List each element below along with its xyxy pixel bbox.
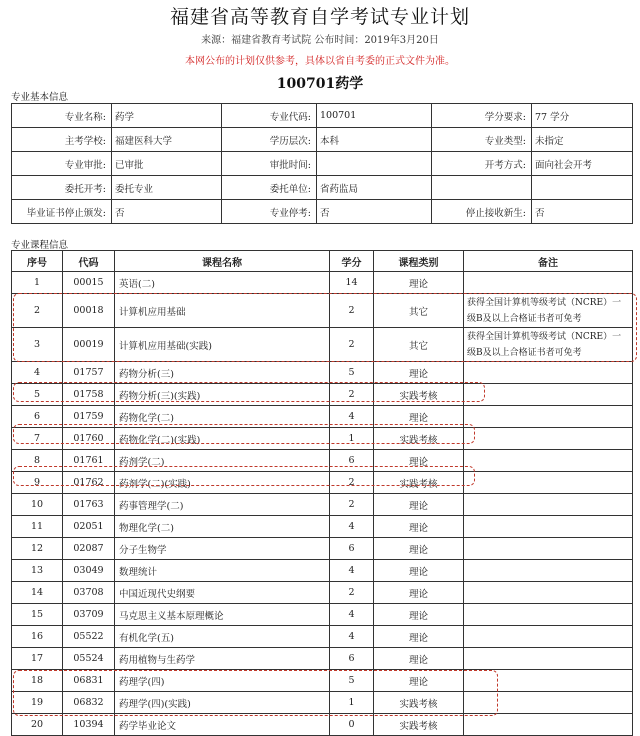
course-code: 03708 (63, 582, 115, 604)
course-index: 8 (12, 450, 63, 472)
course-index: 5 (12, 384, 63, 406)
course-note (464, 604, 633, 626)
column-header: 代码 (63, 251, 115, 272)
course-index: 10 (12, 494, 63, 516)
course-category: 其它 (374, 294, 464, 328)
course-name: 药学毕业论文 (115, 714, 330, 736)
course-note (464, 384, 633, 406)
course-name: 数理统计 (115, 560, 330, 582)
info-label: 专业停考: (222, 200, 317, 224)
info-label: 审批时间: (222, 152, 317, 176)
course-code: 01761 (63, 450, 115, 472)
course-note (464, 560, 633, 582)
course-name: 药物化学(二) (115, 406, 330, 428)
highlight-box-practice-9 (13, 466, 475, 486)
course-code: 05524 (63, 648, 115, 670)
course-name: 英语(二) (115, 272, 330, 294)
course-name: 计算机应用基础(实践) (115, 328, 330, 362)
course-code: 00019 (63, 328, 115, 362)
course-note (464, 626, 633, 648)
course-note (464, 406, 633, 428)
page-title: 福建省高等教育自学考试专业计划 (169, 6, 470, 28)
course-category: 理论 (374, 560, 464, 582)
info-value: 否 (532, 200, 633, 224)
column-header: 备注 (464, 251, 633, 272)
course-category: 实践考核 (374, 428, 464, 450)
info-label: 毕业证书停止颁发: (12, 200, 112, 224)
info-label: 专业代码: (222, 104, 317, 128)
course-category: 理论 (374, 538, 464, 560)
info-row (12, 104, 633, 128)
course-category: 实践考核 (374, 384, 464, 406)
course-section-label: 专业课程信息 (11, 240, 69, 251)
course-code: 01757 (63, 362, 115, 384)
course-category: 理论 (374, 494, 464, 516)
table-row (12, 714, 633, 736)
course-category: 实践考核 (374, 472, 464, 494)
info-label: 专业审批: (12, 152, 112, 176)
course-name: 药理学(四) (115, 670, 330, 692)
course-credits: 2 (330, 582, 374, 604)
course-index: 3 (12, 328, 63, 362)
course-note (464, 516, 633, 538)
course-credits: 2 (330, 328, 374, 362)
info-value: 本科 (317, 128, 432, 152)
course-credits: 6 (330, 648, 374, 670)
info-row (12, 152, 633, 176)
course-index: 1 (12, 272, 63, 294)
course-note (464, 538, 633, 560)
info-value: 否 (112, 200, 222, 224)
course-name: 药用植物与生药学 (115, 648, 330, 670)
course-credits: 2 (330, 494, 374, 516)
program-title: 100701药学 (276, 76, 364, 92)
course-code: 06832 (63, 692, 115, 714)
course-index: 14 (12, 582, 63, 604)
course-index: 13 (12, 560, 63, 582)
course-code: 01762 (63, 472, 115, 494)
info-value: 药学 (112, 104, 222, 128)
highlight-box-practice-7 (13, 424, 475, 444)
info-value: 福建医科大学 (112, 128, 222, 152)
program-info-table (11, 103, 633, 224)
table-row (12, 538, 633, 560)
course-name: 分子生物学 (115, 538, 330, 560)
table-row (12, 494, 633, 516)
course-category: 理论 (374, 626, 464, 648)
course-code: 01763 (63, 494, 115, 516)
course-name: 药物化学(二)(实践) (115, 428, 330, 450)
course-category: 理论 (374, 362, 464, 384)
course-index: 9 (12, 472, 63, 494)
course-credits: 6 (330, 450, 374, 472)
course-name: 药物分析(三)(实践) (115, 384, 330, 406)
course-code: 00015 (63, 272, 115, 294)
info-value (317, 152, 432, 176)
course-index: 4 (12, 362, 63, 384)
course-name: 药事管理学(二) (115, 494, 330, 516)
course-note (464, 272, 633, 294)
course-name: 药理学(四)(实践) (115, 692, 330, 714)
course-credits: 14 (330, 272, 374, 294)
course-credits: 2 (330, 384, 374, 406)
course-note (464, 472, 633, 494)
notice-text: 本网公布的计划仅供参考，具体以省自考委的正式文件为准。 (185, 56, 455, 67)
course-name: 物理化学(二) (115, 516, 330, 538)
course-code: 01758 (63, 384, 115, 406)
course-name: 药物分析(三) (115, 362, 330, 384)
highlight-box-practice-5 (13, 382, 485, 402)
course-note: 获得全国计算机等级考试（NCRE）一级B及以上合格证书者可免考 (464, 328, 633, 362)
course-credits: 4 (330, 626, 374, 648)
course-name: 中国近现代史纲要 (115, 582, 330, 604)
course-category: 理论 (374, 604, 464, 626)
course-code: 01759 (63, 406, 115, 428)
table-row (12, 516, 633, 538)
info-row (12, 176, 633, 200)
course-note (464, 450, 633, 472)
highlight-box-practice-19-20 (13, 670, 498, 716)
table-row (12, 560, 633, 582)
course-name: 计算机应用基础 (115, 294, 330, 328)
course-name: 有机化学(五) (115, 626, 330, 648)
info-value: 面向社会开考 (532, 152, 633, 176)
course-index: 20 (12, 714, 63, 736)
info-row (12, 200, 633, 224)
info-label: 专业名称: (12, 104, 112, 128)
course-code: 10394 (63, 714, 115, 736)
course-index: 11 (12, 516, 63, 538)
info-label: 学分要求: (432, 104, 532, 128)
table-row (12, 272, 633, 294)
info-value: 已审批 (112, 152, 222, 176)
course-category: 理论 (374, 582, 464, 604)
course-category: 理论 (374, 450, 464, 472)
column-header: 课程类别 (374, 251, 464, 272)
course-category: 理论 (374, 516, 464, 538)
course-credits: 5 (330, 362, 374, 384)
info-value: 委托专业 (112, 176, 222, 200)
course-index: 16 (12, 626, 63, 648)
course-index: 6 (12, 406, 63, 428)
course-credits: 2 (330, 294, 374, 328)
info-label: 开考方式: (432, 152, 532, 176)
table-row (12, 648, 633, 670)
course-credits: 0 (330, 714, 374, 736)
info-value: 77 学分 (532, 104, 633, 128)
course-credits: 6 (330, 538, 374, 560)
course-index: 19 (12, 692, 63, 714)
course-code: 05522 (63, 626, 115, 648)
info-value: 否 (317, 200, 432, 224)
course-table-header (12, 251, 633, 272)
source-line: 来源：福建省教育考试院 公布时间：2019年3月20日 (201, 35, 439, 46)
course-index: 17 (12, 648, 63, 670)
course-note (464, 362, 633, 384)
course-code: 00018 (63, 294, 115, 328)
info-value: 未指定 (532, 128, 633, 152)
course-note (464, 494, 633, 516)
course-code: 03049 (63, 560, 115, 582)
table-row (12, 604, 633, 626)
info-value: 省药监局 (317, 176, 432, 200)
course-code: 03709 (63, 604, 115, 626)
table-row (12, 626, 633, 648)
course-name: 马克思主义基本原理概论 (115, 604, 330, 626)
course-index: 15 (12, 604, 63, 626)
course-credits: 4 (330, 406, 374, 428)
course-category: 实践考核 (374, 692, 464, 714)
info-label (432, 176, 532, 200)
course-note: 获得全国计算机等级考试（NCRE）一级B及以上合格证书者可免考 (464, 294, 633, 328)
column-header: 课程名称 (115, 251, 330, 272)
info-label: 专业类型: (432, 128, 532, 152)
course-index: 7 (12, 428, 63, 450)
course-name: 药剂学(二) (115, 450, 330, 472)
highlight-box-computer (13, 293, 637, 362)
course-credits: 4 (330, 516, 374, 538)
course-code: 02087 (63, 538, 115, 560)
course-credits: 1 (330, 692, 374, 714)
course-note (464, 714, 633, 736)
course-category: 理论 (374, 670, 464, 692)
course-credits: 1 (330, 428, 374, 450)
info-value: 100701 (317, 104, 432, 128)
course-name: 药剂学(二)(实践) (115, 472, 330, 494)
course-note (464, 582, 633, 604)
info-value (532, 176, 633, 200)
table-row (12, 362, 633, 384)
info-section-label: 专业基本信息 (11, 92, 69, 103)
column-header: 序号 (12, 251, 63, 272)
course-category: 其它 (374, 328, 464, 362)
course-code: 01760 (63, 428, 115, 450)
column-header: 学分 (330, 251, 374, 272)
course-category: 理论 (374, 406, 464, 428)
course-credits: 2 (330, 472, 374, 494)
course-note (464, 428, 633, 450)
info-label: 主考学校: (12, 128, 112, 152)
course-note (464, 648, 633, 670)
course-code: 02051 (63, 516, 115, 538)
table-row (12, 582, 633, 604)
course-index: 12 (12, 538, 63, 560)
course-index: 2 (12, 294, 63, 328)
info-label: 停止接收新生: (432, 200, 532, 224)
course-credits: 4 (330, 604, 374, 626)
course-code: 06831 (63, 670, 115, 692)
info-row (12, 128, 633, 152)
course-credits: 4 (330, 560, 374, 582)
info-label: 委托开考: (12, 176, 112, 200)
course-category: 实践考核 (374, 714, 464, 736)
course-credits: 5 (330, 670, 374, 692)
course-category: 理论 (374, 648, 464, 670)
course-index: 18 (12, 670, 63, 692)
course-category: 理论 (374, 272, 464, 294)
info-label: 学历层次: (222, 128, 317, 152)
info-label: 委托单位: (222, 176, 317, 200)
